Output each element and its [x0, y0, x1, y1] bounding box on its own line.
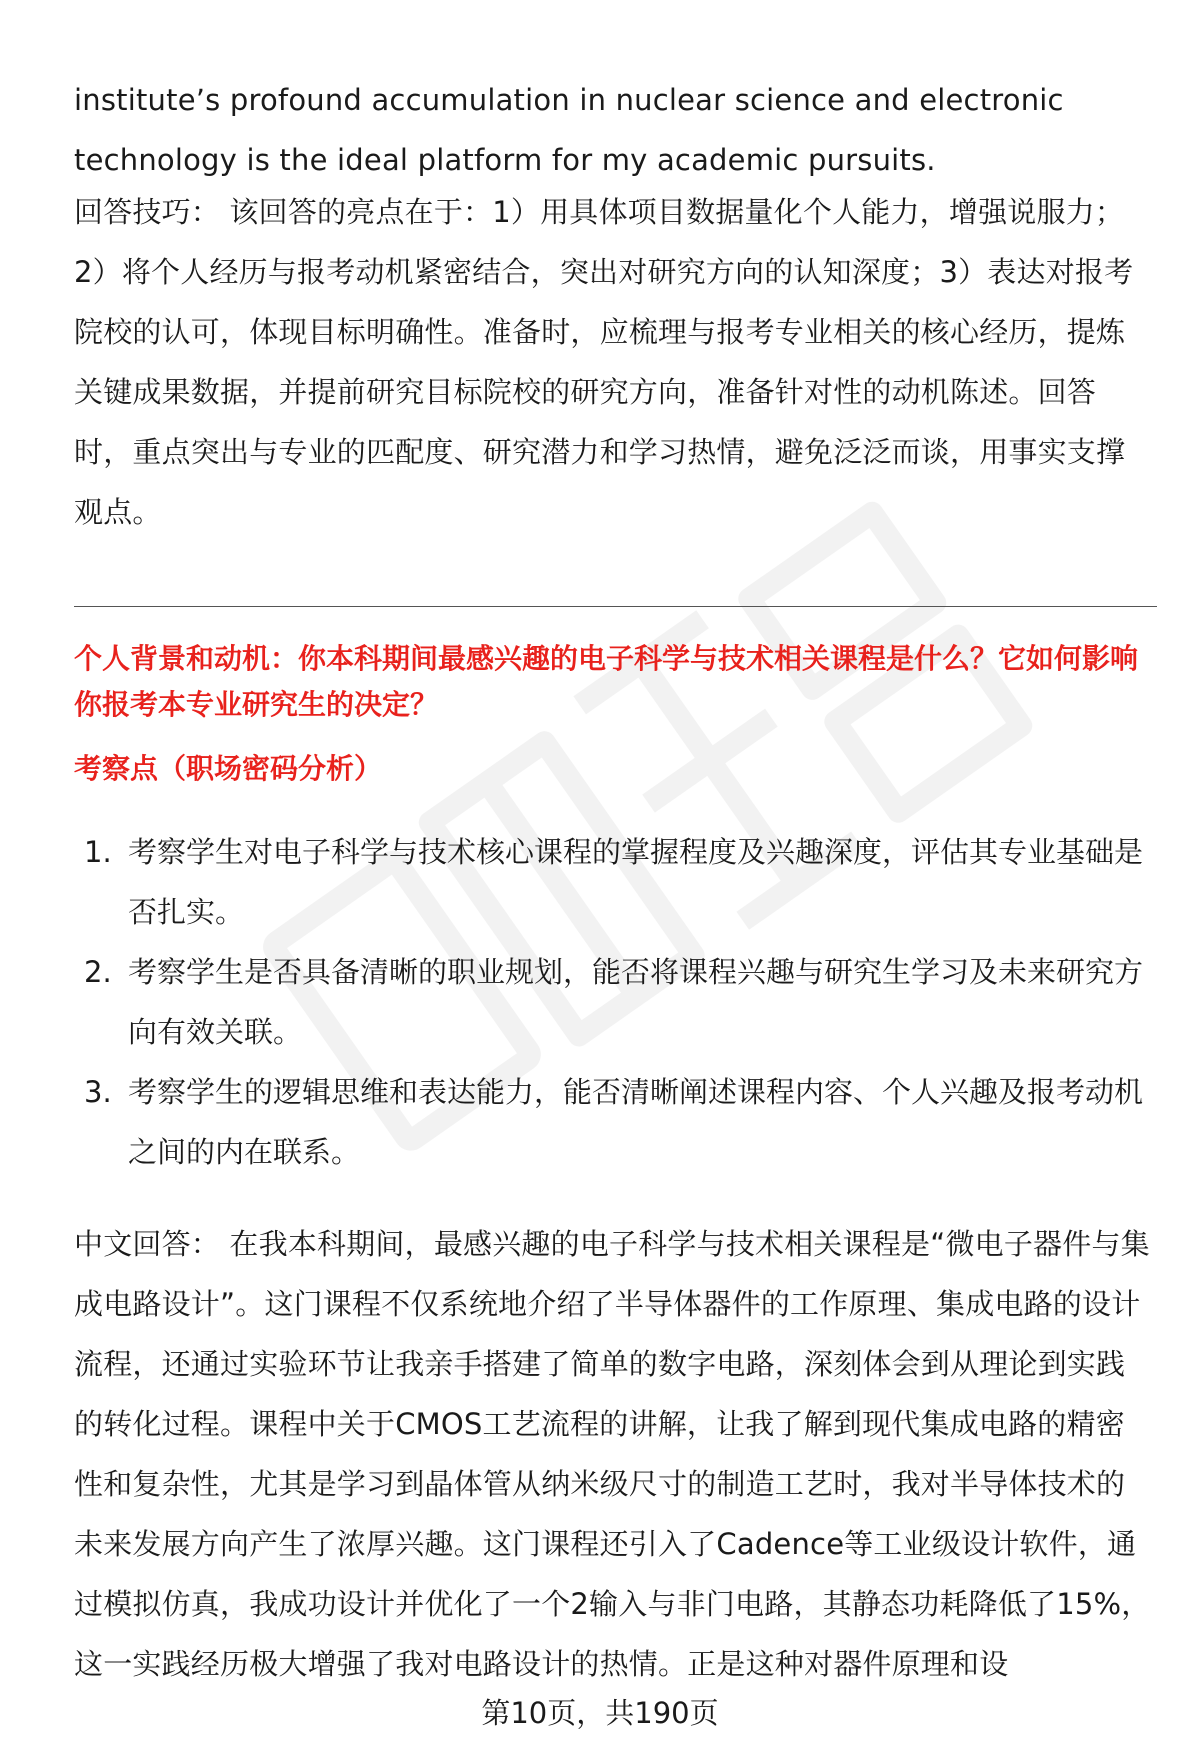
- list-item-number: 3.: [84, 1075, 112, 1109]
- chinese-answer-paragraph: 中文回答： 在我本科期间，最感兴趣的电子科学与技术相关课程是“微电子器件与集成电路设计”。这门课程不仅系统地介绍了半导体器件的工作原理、集成电路的设计流程，还通过实验环节让我亲手搭建了简单的数字电路，深刻体会到从理论到实践的转化过程。课程中关于CMOS工艺流程的讲解，让我了解到现代集成电路的精密性和复杂性，尤其是学习到晶体管从纳米级尺寸的制造工艺时，我对半导体技术的未来发展方向产生了浓厚兴趣。这门课程还引入了Cadence等工业级设计软件，通过模拟仿真，我成功设计并优化了一个2输入与非门电路，其静态功耗降低了15%，这一实践经历极大增强了我对电路设计的热情。正是这种对器件原理和设: [74, 1227, 1151, 1681]
- list-item: [74, 1062, 1154, 1182]
- assessment-list: [74, 822, 1154, 1182]
- assessment-heading: 考察点（职场密码分析）: [74, 752, 383, 785]
- section-divider: [74, 606, 1157, 607]
- question-heading: 个人背景和动机：你本科期间最感兴趣的电子科学与技术相关课程是什么？它如何影响你报考本专业研究生的决定？: [74, 642, 1139, 721]
- list-item-text: 考察学生的逻辑思维和表达能力，能否清晰阐述课程内容、个人兴趣及报考动机之间的内在联系。: [128, 1075, 1144, 1169]
- page-footer: 第10页，共190页: [481, 1696, 719, 1730]
- intro-paragraph: institute’s profound accumulation in nuclear science and electronic technology is the ideal platform for my academic pursuits.: [74, 83, 1074, 177]
- answer-tips-paragraph: 回答技巧： 该回答的亮点在于：1）用具体项目数据量化个人能力，增强说服力；2）将个人经历与报考动机紧密结合，突出对研究方向的认知深度；3）表达对报考院校的认可，体现目标明确性。准备时，应梳理与报考专业相关的核心经历，提炼关键成果数据，并提前研究目标院校的研究方向，准备针对性的动机陈述。回答时，重点突出与专业的匹配度、研究潜力和学习热情，避免泛泛而谈，用事实支撑观点。: [74, 195, 1134, 529]
- list-item-text: 考察学生是否具备清晰的职业规划，能否将课程兴趣与研究生学习及未来研究方向有效关联。: [128, 955, 1144, 1049]
- list-item-number: 1.: [84, 835, 112, 869]
- list-item-text: 考察学生对电子科学与技术核心课程的掌握程度及兴趣深度，评估其专业基础是否扎实。: [128, 835, 1144, 929]
- list-item-number: 2.: [84, 955, 112, 989]
- list-item: [74, 822, 1154, 942]
- list-item: [74, 942, 1154, 1062]
